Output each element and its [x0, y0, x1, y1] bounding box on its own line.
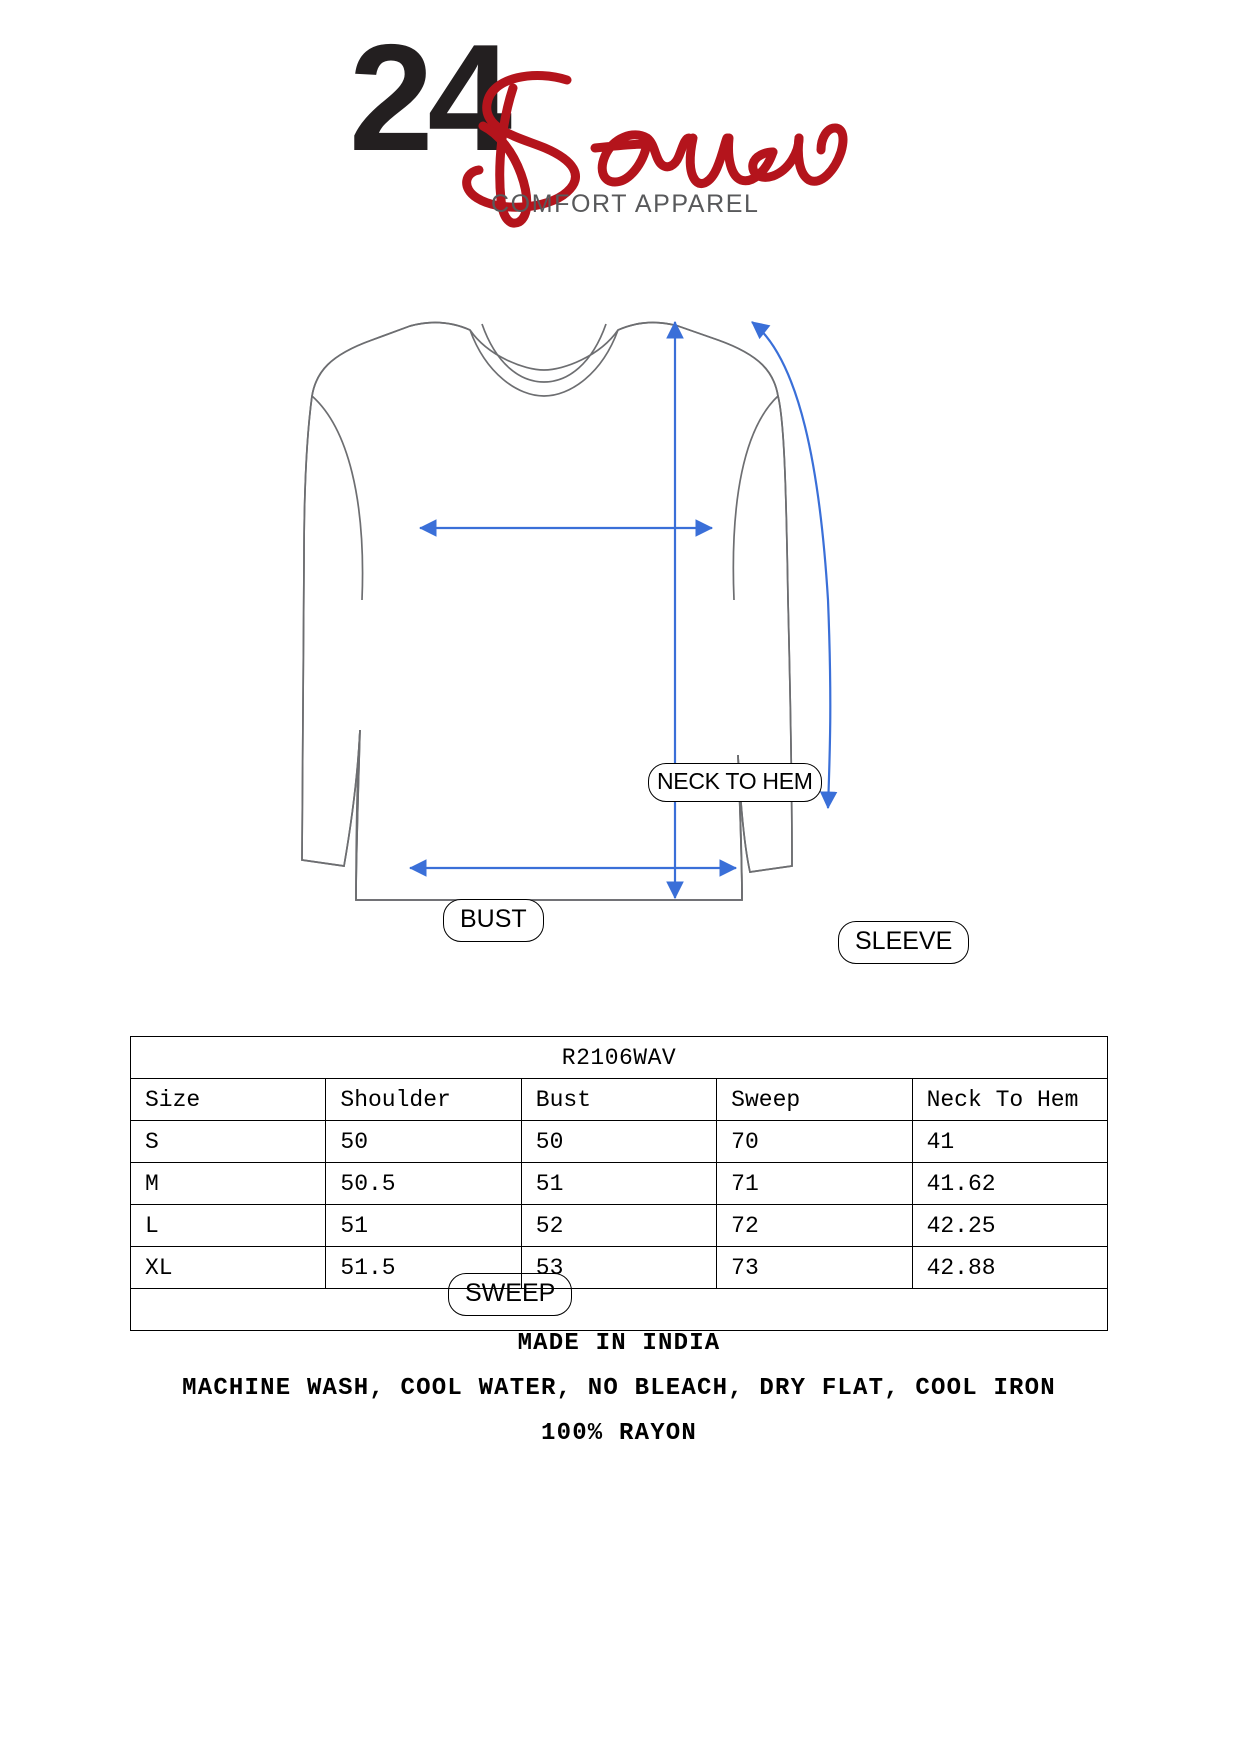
cell-neck-to-hem: 41 — [912, 1121, 1107, 1163]
cell-bust: 52 — [521, 1205, 716, 1247]
logo-tagline: COMFORT APPAREL — [491, 190, 760, 218]
cell-bust: 51 — [521, 1163, 716, 1205]
fabric-composition-text: 100% RAYON — [540, 1420, 698, 1447]
cell-sweep: 71 — [717, 1163, 912, 1205]
table-row-empty — [131, 1289, 1108, 1331]
cell-shoulder: 50 — [326, 1121, 521, 1163]
cell-shoulder: 51.5 — [326, 1247, 521, 1289]
size-chart-table — [130, 1036, 1108, 1331]
cell-size: M — [131, 1163, 326, 1205]
callout-sleeve: SLEEVE — [838, 921, 969, 964]
cell-sweep: 72 — [717, 1205, 912, 1247]
table-row — [131, 1121, 1108, 1163]
care-instructions — [0, 1330, 1238, 1465]
table-row-style-code — [131, 1037, 1108, 1079]
cell-sweep: 73 — [717, 1247, 912, 1289]
column-header-sweep: Sweep — [717, 1079, 912, 1121]
garment-technical-sketch — [0, 300, 1238, 920]
table-row — [131, 1205, 1108, 1247]
cell-size: S — [131, 1121, 326, 1163]
callout-bust: BUST — [443, 899, 544, 942]
wash-care-text: MACHINE WASH, COOL WATER, NO BLEACH, DRY FLAT, COOL IRON — [182, 1375, 1056, 1402]
cell-bust: 50 — [521, 1121, 716, 1163]
empty-cell — [131, 1289, 1108, 1331]
column-header-bust: Bust — [521, 1079, 716, 1121]
table-header-row — [131, 1079, 1108, 1121]
callout-sweep: SWEEP — [448, 1273, 572, 1316]
style-code-cell: R2106WAV — [131, 1037, 1108, 1079]
logo-number-24: 24 — [349, 13, 507, 183]
callout-neck-to-hem: NECK TO HEM — [648, 763, 822, 802]
cell-size: L — [131, 1205, 326, 1247]
table-row — [131, 1247, 1108, 1289]
cell-neck-to-hem: 41.62 — [912, 1163, 1107, 1205]
made-in-text: MADE IN INDIA — [517, 1330, 721, 1357]
cell-sweep: 70 — [717, 1121, 912, 1163]
cell-shoulder: 50.5 — [326, 1163, 521, 1205]
cell-shoulder: 51 — [326, 1205, 521, 1247]
brand-logo — [0, 13, 1238, 237]
column-header-size: Size — [131, 1079, 326, 1121]
cell-neck-to-hem: 42.88 — [912, 1247, 1107, 1289]
column-header-neck-to-hem: Neck To Hem — [912, 1079, 1107, 1121]
cell-neck-to-hem: 42.25 — [912, 1205, 1107, 1247]
cell-bust: 53 — [521, 1247, 716, 1289]
column-header-shoulder: Shoulder — [326, 1079, 521, 1121]
table-row — [131, 1163, 1108, 1205]
size-chart — [130, 1036, 1108, 1331]
cell-size: XL — [131, 1247, 326, 1289]
